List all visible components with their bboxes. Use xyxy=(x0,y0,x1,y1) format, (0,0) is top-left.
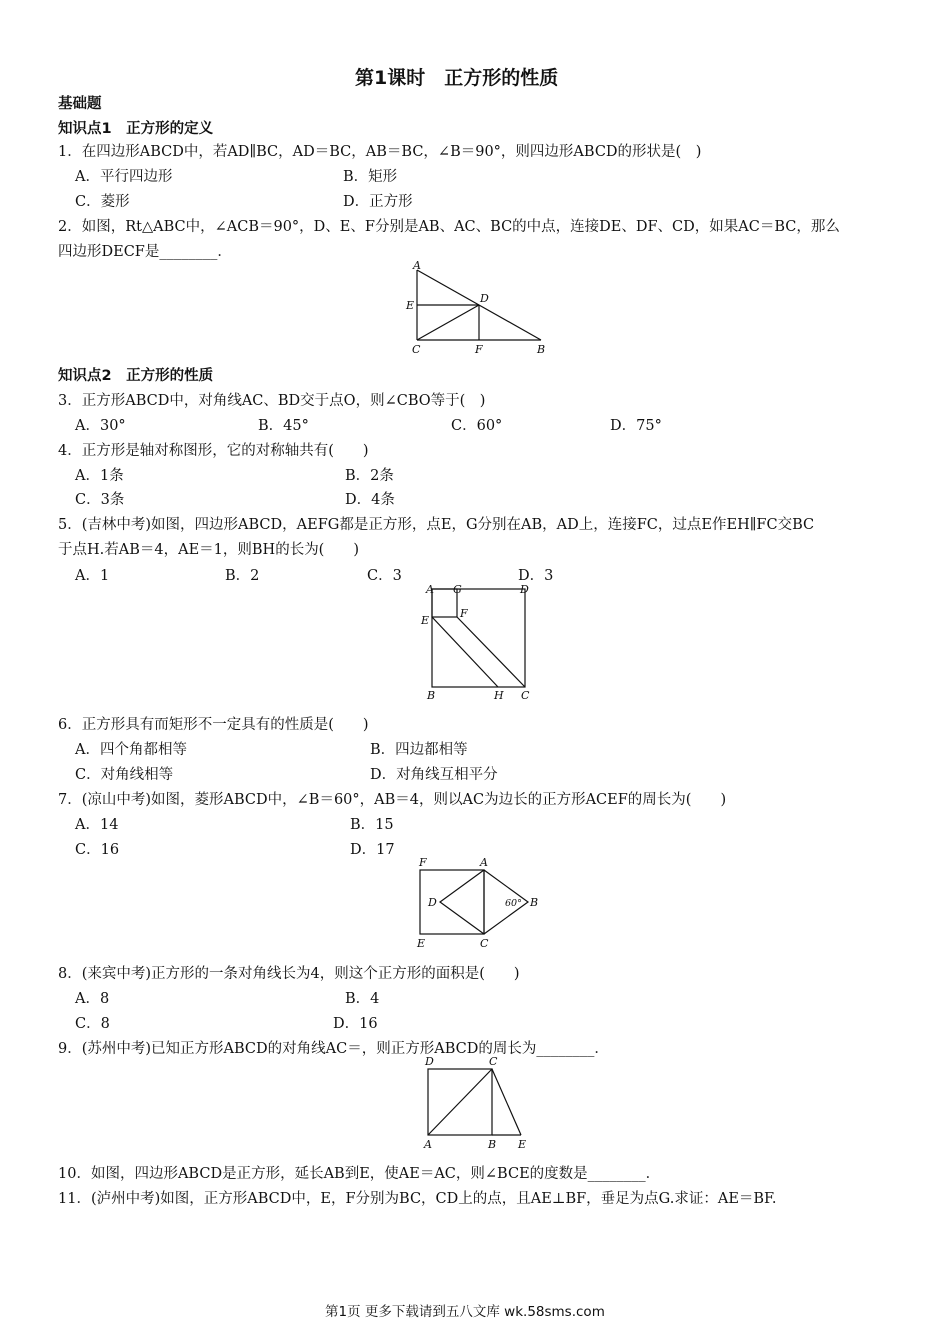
question-7-option-c: C．16 xyxy=(75,842,120,858)
label-d: D xyxy=(425,1055,434,1068)
question-8-option-c: C．8 xyxy=(75,1016,110,1032)
question-9-stem: 9．(苏州中考)已知正方形ABCD的对角线AC＝，则正方形ABCD的周长为________． xyxy=(58,1041,609,1057)
question-5-figure xyxy=(415,580,540,702)
label-c: C xyxy=(521,689,530,702)
segment-ce xyxy=(492,1069,521,1135)
question-2-line-1: 2．如图，Rt△ABC中，∠ACB＝90°，D、E、F分别是AB、AC、BC的中点，连接DE、DF、CD，如果AC＝BC，那么 xyxy=(58,219,840,235)
label-a: A xyxy=(424,1138,432,1151)
label-d: D xyxy=(520,583,529,596)
angle-label: 60° xyxy=(505,898,522,909)
question-4-option-d: D．4条 xyxy=(345,492,395,508)
label-e: E xyxy=(421,614,430,627)
segment-cd xyxy=(417,305,479,340)
question-7-option-d: D．17 xyxy=(350,842,395,858)
label-b: B xyxy=(427,689,436,702)
question-3-stem: 3．正方形ABCD中，对角线AC、BD交于点O，则∠CBO等于( ) xyxy=(58,393,486,409)
label-a: A xyxy=(480,856,488,869)
question-3-option-b: B．45° xyxy=(258,418,309,434)
label-c: C xyxy=(412,343,421,356)
segment-eh xyxy=(432,617,498,687)
question-7-figure xyxy=(410,853,550,953)
question-10-stem: 10．如图，四边形ABCD是正方形，延长AB到E，使AE＝AC，则∠BCE的度数是________． xyxy=(58,1166,661,1182)
question-11-stem: 11．(泸州中考)如图，正方形ABCD中，E，F分别为BC，CD上的点，且AE⊥BF，垂足为点G.求证：AE＝BF. xyxy=(58,1191,777,1207)
question-3-option-d: D．75° xyxy=(610,418,662,434)
segment-fc xyxy=(457,617,525,687)
question-6-option-d: D．对角线互相平分 xyxy=(370,767,498,783)
question-6-option-b: B．四边都相等 xyxy=(370,742,468,758)
question-8-option-a: A．8 xyxy=(75,991,110,1007)
question-5-option-c: C．3 xyxy=(367,568,402,584)
label-g: G xyxy=(453,583,462,596)
label-c: C xyxy=(489,1055,498,1068)
label-h: H xyxy=(494,689,504,702)
question-7-option-b: B．15 xyxy=(350,817,394,833)
label-f: F xyxy=(460,607,468,620)
question-6-stem: 6．正方形具有而矩形不一定具有的性质是( ) xyxy=(58,717,369,733)
question-1-option-d: D．正方形 xyxy=(343,194,413,210)
question-9-figure xyxy=(415,1053,535,1153)
label-b: B xyxy=(537,343,546,356)
page-footer: 第1页 更多下载请到五八文库 wk.58sms.com xyxy=(325,1304,605,1320)
question-6-option-c: C．对角线相等 xyxy=(75,767,174,783)
question-4-option-a: A．1条 xyxy=(75,468,124,484)
question-7-stem: 7．(凉山中考)如图，菱形ABCD中，∠B＝60°，AB＝4，则以AC为边长的正方形ACEF的周长为( ) xyxy=(58,792,727,808)
diagonal-ac xyxy=(428,1069,492,1135)
question-8-stem: 8．(来宾中考)正方形的一条对角线长为4，则这个正方形的面积是( ) xyxy=(58,966,520,982)
question-7-option-a: A．14 xyxy=(75,817,119,833)
label-c: C xyxy=(480,937,489,950)
label-e: E xyxy=(417,937,426,950)
question-3-option-a: A．30° xyxy=(75,418,126,434)
question-4-stem: 4．正方形是轴对称图形，它的对称轴共有( ) xyxy=(58,443,369,459)
question-5-option-d: D．3 xyxy=(518,568,554,584)
label-d: D xyxy=(428,896,437,909)
question-5-line-1: 5．(吉林中考)如图，四边形ABCD，AEFG都是正方形，点E，G分别在AB，AD上，连接FC，过点E作EH∥FC交BC xyxy=(58,517,815,533)
question-5-option-a: A．1 xyxy=(75,568,110,584)
question-5-option-b: B．2 xyxy=(225,568,260,584)
knowledge-point-1: 知识点1 正方形的定义 xyxy=(58,121,214,137)
knowledge-point-2: 知识点2 正方形的性质 xyxy=(58,368,214,384)
label-f: F xyxy=(475,343,483,356)
question-8-option-d: D．16 xyxy=(333,1016,378,1032)
question-4-option-c: C．3条 xyxy=(75,492,125,508)
label-a: A xyxy=(413,259,421,272)
question-4-option-b: B．2条 xyxy=(345,468,394,484)
question-6-option-a: A．四个角都相等 xyxy=(75,742,187,758)
question-3-option-c: C．60° xyxy=(451,418,503,434)
label-e: E xyxy=(406,299,415,312)
question-2-figure xyxy=(400,258,555,358)
label-e: E xyxy=(518,1138,527,1151)
question-1-stem: 1．在四边形ABCD中，若AD∥BC，AD＝BC，AB＝BC，∠B＝90°，则四边形ABCD的形状是( ) xyxy=(58,144,702,160)
question-2-line-2: 四边形DECF是________． xyxy=(58,244,232,260)
page-title: 第1课时 正方形的性质 xyxy=(355,67,559,89)
section-heading: 基础题 xyxy=(58,96,102,112)
question-1-option-b: B．矩形 xyxy=(343,169,398,185)
question-8-option-b: B．4 xyxy=(345,991,380,1007)
label-d: D xyxy=(480,292,489,305)
label-b: B xyxy=(530,896,539,909)
label-f: F xyxy=(419,856,427,869)
question-1-option-a: A．平行四边形 xyxy=(75,169,173,185)
label-b: B xyxy=(488,1138,497,1151)
question-5-line-2: 于点H.若AB＝4，AE＝1，则BH的长为( ) xyxy=(58,542,360,558)
question-1-option-c: C．菱形 xyxy=(75,194,130,210)
label-a: A xyxy=(426,583,434,596)
